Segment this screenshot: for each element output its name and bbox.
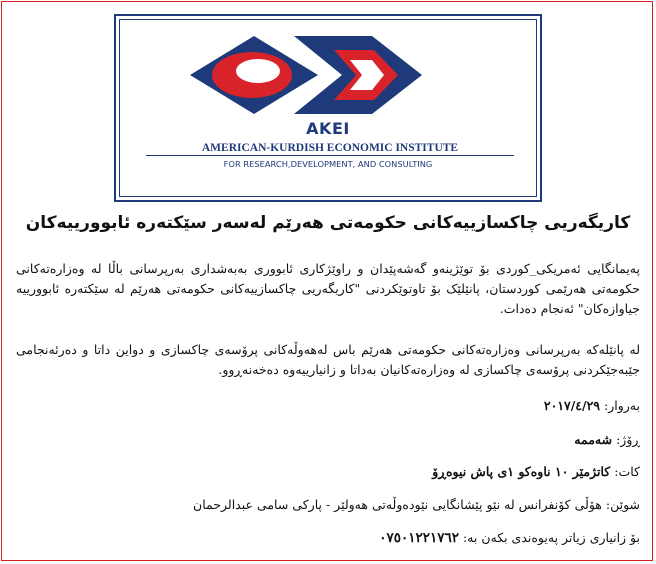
day-row — [16, 432, 640, 447]
logo-red-oval — [212, 52, 292, 98]
contact-label: بۆ زانیاری زیاتر پەیوەندی بکەن بە: — [462, 530, 640, 545]
logo-left-rhombus — [190, 36, 318, 114]
panel-paragraph: لە پانێلەکە بەرپرسانی وەزارەتەکانی حکومەتی هەرێم باس لە‌هەوڵەکانی پرۆسەی چاکسازی و دواین داتا و دەرئەنجامی جێبەجێکردنی پرۆسەی چاکسازی لە وەزارەتەکانیان بەداتا و زانیارییەوە دەخەنەڕوو. — [16, 342, 640, 377]
institute-name: AMERICAN-KURDISH ECONOMIC INSTITUTE — [146, 142, 514, 156]
document-title: کاریگەریی چاکسازییەکانی حکومەتی هەرێم لەسەر سێکتەرە ئابوورییەکان — [25, 213, 631, 233]
contact-phone: ٠٧٥٠١٢٢١٧٦٢ — [379, 530, 459, 546]
place-value: هۆڵی کۆنفرانس لە نێو پێشانگایی نێودەوڵەتی هەولێر - پارکی سامی عبدالرحمان — [193, 497, 602, 512]
logo-red-arrow — [334, 50, 398, 100]
date-row — [16, 398, 640, 413]
akei-logo-mark-icon — [186, 30, 470, 120]
day-label: ڕۆژ: — [616, 432, 640, 447]
place-label: شوێن: — [605, 497, 640, 512]
time-value: کاتژمێر ١٠ ناوەکو ١ی پاش نیوەڕۆ — [432, 464, 611, 479]
logo-box — [114, 14, 542, 202]
logo-acronym: AKEI — [306, 119, 350, 138]
intro-paragraph: پەیمانگایی ئەمریکی_کوردی بۆ توێژینەو گەشەپێدان و راوێژکاری ئابووری بەبەشداری بەرپرسانی باڵا لە وەزارەتەکانی حکومەتی هەرێمی کوردستان، پانێلێک بۆ تاوتوێکردنی "کاریگەریی چاکسازییەکانی حکومەتی هەرێم لە سێکتەرە ئابوورییە جیاوازەکان" ئەنجام دەدات. — [16, 261, 640, 316]
institute-tagline: FOR RESEARCH,DEVELOPMENT, AND CONSULTING — [223, 159, 433, 169]
logo-white-arrow — [350, 60, 384, 90]
contact-row — [16, 530, 640, 546]
place-row — [16, 497, 640, 512]
day-value: شەممە — [574, 432, 613, 447]
logo-right-chevron — [294, 36, 422, 114]
logo-white-oval — [236, 59, 280, 83]
date-value: ٢٠١٧/٤/٢٩ — [543, 398, 601, 413]
time-label: کات: — [614, 464, 640, 479]
date-label: بەروار: — [604, 398, 640, 413]
time-row — [16, 464, 640, 479]
